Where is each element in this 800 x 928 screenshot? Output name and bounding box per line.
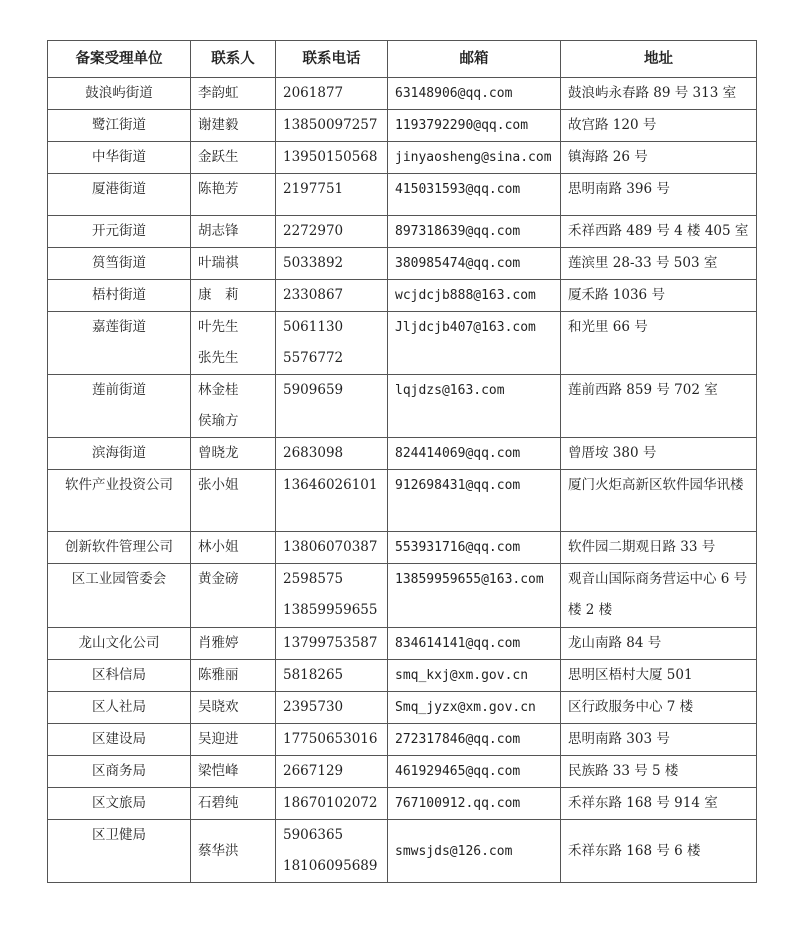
contact-name: 李韵虹 (198, 85, 239, 101)
email-address: 1193792290@qq.com (395, 118, 529, 133)
table-row (48, 628, 757, 660)
cell-unit (48, 532, 191, 564)
contact-name: 吴晓欢 (198, 699, 239, 715)
address-text: 禾祥东路 168 号 914 室 (568, 795, 718, 811)
cell-email (388, 110, 561, 142)
cell-contact (191, 142, 276, 174)
cell-phone (276, 216, 388, 248)
cell-contact (191, 756, 276, 788)
phone-number: 2272970 (283, 223, 344, 239)
address-text: 鼓浪屿永春路 89 号 313 室 (568, 85, 737, 101)
phone-number: 5818265 (283, 667, 344, 683)
address-text: 龙山南路 84 号 (568, 635, 662, 651)
cell-unit (48, 692, 191, 724)
email-address: 63148906@qq.com (395, 86, 513, 101)
cell-contact (191, 692, 276, 724)
cell-phone (276, 660, 388, 692)
cell-address (561, 312, 757, 375)
contact-name: 吴迎进 (198, 731, 239, 747)
cell-address (561, 438, 757, 470)
cell-contact (191, 312, 276, 375)
cell-contact (191, 724, 276, 756)
header-row (48, 41, 757, 78)
cell-address (561, 692, 757, 724)
unit-name: 滨海街道 (92, 445, 146, 461)
email-address: 553931716@qq.com (395, 540, 521, 555)
cell-unit (48, 660, 191, 692)
cell-contact (191, 248, 276, 280)
table-row (48, 820, 757, 883)
unit-name: 鼓浪屿街道 (85, 85, 153, 101)
cell-phone (276, 788, 388, 820)
cell-email (388, 280, 561, 312)
cell-email (388, 312, 561, 375)
contact-name: 张先生 (198, 350, 239, 366)
unit-name: 嘉莲街道 (92, 319, 146, 335)
address-text: 观音山国际商务营运中心 6 号楼 2 楼 (568, 571, 748, 618)
unit-name: 梧村街道 (92, 287, 146, 303)
table-row (48, 692, 757, 724)
table-row (48, 216, 757, 248)
cell-phone (276, 470, 388, 532)
address-text: 思明南路 303 号 (568, 731, 670, 747)
address-text: 软件园二期观日路 33 号 (568, 539, 716, 555)
cell-address (561, 280, 757, 312)
cell-unit (48, 110, 191, 142)
table-row (48, 142, 757, 174)
table-row (48, 470, 757, 532)
address-text: 思明南路 396 号 (568, 181, 670, 197)
phone-number: 2330867 (283, 287, 344, 303)
unit-name: 区工业园管委会 (71, 571, 167, 587)
contact-name: 叶先生 (198, 319, 239, 335)
cell-phone (276, 692, 388, 724)
address-text: 莲前西路 859 号 702 室 (568, 382, 718, 398)
email-address: Jljdcjb407@163.com (395, 320, 536, 335)
address-text: 民族路 33 号 5 楼 (568, 763, 679, 779)
header-contact: 联系人 (191, 41, 276, 78)
cell-unit (48, 788, 191, 820)
cell-email (388, 756, 561, 788)
header-phone: 联系电话 (276, 41, 388, 78)
cell-address (561, 820, 757, 883)
email-address: jinyaosheng@sina.com (395, 150, 552, 165)
phone-number: 5576772 (283, 350, 344, 366)
address-text: 莲滨里 28-33 号 503 室 (568, 255, 718, 271)
email-address: 415031593@qq.com (395, 182, 521, 197)
contact-name: 蔡华洪 (198, 842, 239, 859)
cell-contact (191, 820, 276, 883)
unit-name: 龙山文化公司 (78, 635, 160, 651)
table-row (48, 312, 757, 375)
unit-name: 区人社局 (92, 699, 146, 715)
table-row (48, 724, 757, 756)
cell-contact (191, 216, 276, 248)
table-row (48, 438, 757, 470)
address-text: 镇海路 26 号 (568, 149, 648, 165)
email-address: smq_kxj@xm.gov.cn (395, 668, 529, 683)
contact-name: 侯瑜方 (198, 413, 239, 429)
cell-phone (276, 375, 388, 438)
unit-name: 筼筜街道 (92, 255, 146, 271)
address-text: 厦禾路 1036 号 (568, 287, 665, 303)
cell-phone (276, 280, 388, 312)
contact-name: 肖雅婷 (198, 635, 239, 651)
cell-email (388, 564, 561, 628)
cell-contact (191, 788, 276, 820)
unit-name: 鹭江街道 (92, 117, 146, 133)
contact-name: 林小姐 (198, 539, 239, 555)
cell-contact (191, 438, 276, 470)
email-address: 380985474@qq.com (395, 256, 521, 271)
phone-number: 5033892 (283, 255, 344, 271)
cell-contact (191, 628, 276, 660)
unit-name: 开元街道 (92, 223, 146, 239)
phone-number: 2061877 (283, 85, 344, 101)
cell-email (388, 438, 561, 470)
cell-contact (191, 110, 276, 142)
contact-name: 陈艳芳 (198, 181, 239, 197)
cell-unit (48, 564, 191, 628)
address-text: 区行政服务中心 7 楼 (568, 699, 694, 715)
email-address: 13859959655@163.com (395, 572, 544, 587)
cell-contact (191, 174, 276, 216)
unit-name: 创新软件管理公司 (65, 539, 173, 555)
contact-name: 叶瑞祺 (198, 255, 239, 271)
phone-number: 5909659 (283, 382, 344, 398)
address-text: 曾厝垵 380 号 (568, 445, 657, 461)
cell-address (561, 174, 757, 216)
cell-phone (276, 312, 388, 375)
unit-name: 区科信局 (92, 667, 146, 683)
phone-number: 5906365 (283, 827, 344, 843)
phone-number: 13799753587 (283, 635, 378, 651)
cell-email (388, 820, 561, 883)
cell-phone (276, 532, 388, 564)
cell-unit (48, 216, 191, 248)
contact-name: 曾晓龙 (198, 445, 239, 461)
table-row (48, 375, 757, 438)
unit-name: 软件产业投资公司 (65, 477, 173, 493)
email-address: Smq_jyzx@xm.gov.cn (395, 700, 536, 715)
cell-address (561, 375, 757, 438)
cell-phone (276, 438, 388, 470)
table-row (48, 660, 757, 692)
contact-table (47, 40, 757, 883)
contact-name: 金跃生 (198, 149, 239, 165)
email-address: 897318639@qq.com (395, 224, 521, 239)
phone-number: 17750653016 (283, 731, 378, 747)
address-text: 厦门火炬高新区软件园华讯楼 (568, 477, 744, 493)
cell-unit (48, 248, 191, 280)
header-address: 地址 (561, 41, 757, 78)
cell-contact (191, 280, 276, 312)
cell-email (388, 692, 561, 724)
phone-number: 18106095689 (283, 858, 378, 874)
contact-name: 谢建毅 (198, 117, 239, 133)
cell-address (561, 788, 757, 820)
email-address: 912698431@qq.com (395, 478, 521, 493)
cell-unit (48, 628, 191, 660)
cell-unit (48, 820, 191, 883)
header-unit: 备案受理单位 (48, 41, 191, 78)
table-row (48, 110, 757, 142)
cell-address (561, 248, 757, 280)
contact-name: 梁恺峰 (198, 763, 239, 779)
unit-name: 区商务局 (92, 763, 146, 779)
email-address: 767100912.qq.com (395, 796, 521, 811)
table-row (48, 532, 757, 564)
address-text: 禾祥东路 168 号 6 楼 (568, 842, 701, 859)
cell-address (561, 110, 757, 142)
cell-unit (48, 438, 191, 470)
table-row (48, 788, 757, 820)
phone-number: 13806070387 (283, 539, 378, 555)
cell-phone (276, 756, 388, 788)
phone-number: 2598575 (283, 571, 344, 587)
contact-name: 胡志锋 (198, 223, 239, 239)
address-text: 禾祥西路 489 号 4 楼 405 室 (568, 223, 749, 239)
cell-address (561, 142, 757, 174)
cell-email (388, 628, 561, 660)
email-address: lqjdzs@163.com (395, 383, 505, 398)
cell-contact (191, 564, 276, 628)
email-address: 272317846@qq.com (395, 732, 521, 747)
cell-email (388, 532, 561, 564)
table-body (48, 78, 757, 883)
cell-address (561, 660, 757, 692)
email-address: smwsjds@126.com (395, 843, 513, 859)
phone-number: 2683098 (283, 445, 344, 461)
table-row (48, 564, 757, 628)
cell-unit (48, 78, 191, 110)
cell-contact (191, 470, 276, 532)
unit-name: 区卫健局 (92, 827, 146, 843)
contact-name: 张小姐 (198, 477, 239, 493)
table-row (48, 174, 757, 216)
cell-email (388, 78, 561, 110)
cell-email (388, 248, 561, 280)
table-row (48, 280, 757, 312)
phone-number: 2395730 (283, 699, 344, 715)
email-address: 834614141@qq.com (395, 636, 521, 651)
unit-name: 中华街道 (92, 149, 146, 165)
table-row (48, 248, 757, 280)
email-address: 461929465@qq.com (395, 764, 521, 779)
cell-address (561, 564, 757, 628)
cell-address (561, 756, 757, 788)
cell-phone (276, 174, 388, 216)
cell-contact (191, 532, 276, 564)
cell-email (388, 174, 561, 216)
header-email: 邮箱 (388, 41, 561, 78)
cell-address (561, 628, 757, 660)
contact-name: 黄金磅 (198, 571, 239, 587)
cell-phone (276, 564, 388, 628)
cell-address (561, 532, 757, 564)
phone-number: 13646026101 (283, 477, 378, 493)
phone-number: 2197751 (283, 181, 344, 197)
cell-address (561, 724, 757, 756)
address-text: 思明区梧村大厦 501 (568, 667, 693, 683)
cell-phone (276, 724, 388, 756)
cell-unit (48, 174, 191, 216)
cell-unit (48, 312, 191, 375)
unit-name: 厦港街道 (92, 181, 146, 197)
phone-number: 13850097257 (283, 117, 378, 133)
table-row (48, 756, 757, 788)
cell-address (561, 78, 757, 110)
email-address: wcjdcjb888@163.com (395, 288, 536, 303)
cell-unit (48, 756, 191, 788)
phone-number: 18670102072 (283, 795, 378, 811)
cell-phone (276, 248, 388, 280)
cell-unit (48, 375, 191, 438)
unit-name: 莲前街道 (92, 382, 146, 398)
cell-unit (48, 724, 191, 756)
cell-unit (48, 280, 191, 312)
cell-email (388, 660, 561, 692)
address-text: 和光里 66 号 (568, 319, 648, 335)
contact-name: 林金桂 (198, 382, 239, 398)
cell-unit (48, 142, 191, 174)
cell-contact (191, 78, 276, 110)
cell-email (388, 470, 561, 532)
unit-name: 区文旅局 (92, 795, 146, 811)
contact-name: 康 莉 (198, 287, 239, 303)
cell-email (388, 216, 561, 248)
cell-address (561, 216, 757, 248)
cell-contact (191, 375, 276, 438)
phone-number: 13950150568 (283, 149, 378, 165)
phone-number: 5061130 (283, 319, 344, 335)
contact-name: 陈雅丽 (198, 667, 239, 683)
cell-contact (191, 660, 276, 692)
cell-email (388, 142, 561, 174)
table-row (48, 78, 757, 110)
cell-email (388, 724, 561, 756)
cell-phone (276, 142, 388, 174)
cell-email (388, 788, 561, 820)
email-address: 824414069@qq.com (395, 446, 521, 461)
cell-address (561, 470, 757, 532)
unit-name: 区建设局 (92, 731, 146, 747)
contact-name: 石碧纯 (198, 795, 239, 811)
cell-email (388, 375, 561, 438)
cell-phone (276, 628, 388, 660)
cell-phone (276, 820, 388, 883)
address-text: 故宫路 120 号 (568, 117, 657, 133)
phone-number: 13859959655 (283, 602, 378, 618)
phone-number: 2667129 (283, 763, 344, 779)
cell-phone (276, 110, 388, 142)
cell-phone (276, 78, 388, 110)
cell-unit (48, 470, 191, 532)
